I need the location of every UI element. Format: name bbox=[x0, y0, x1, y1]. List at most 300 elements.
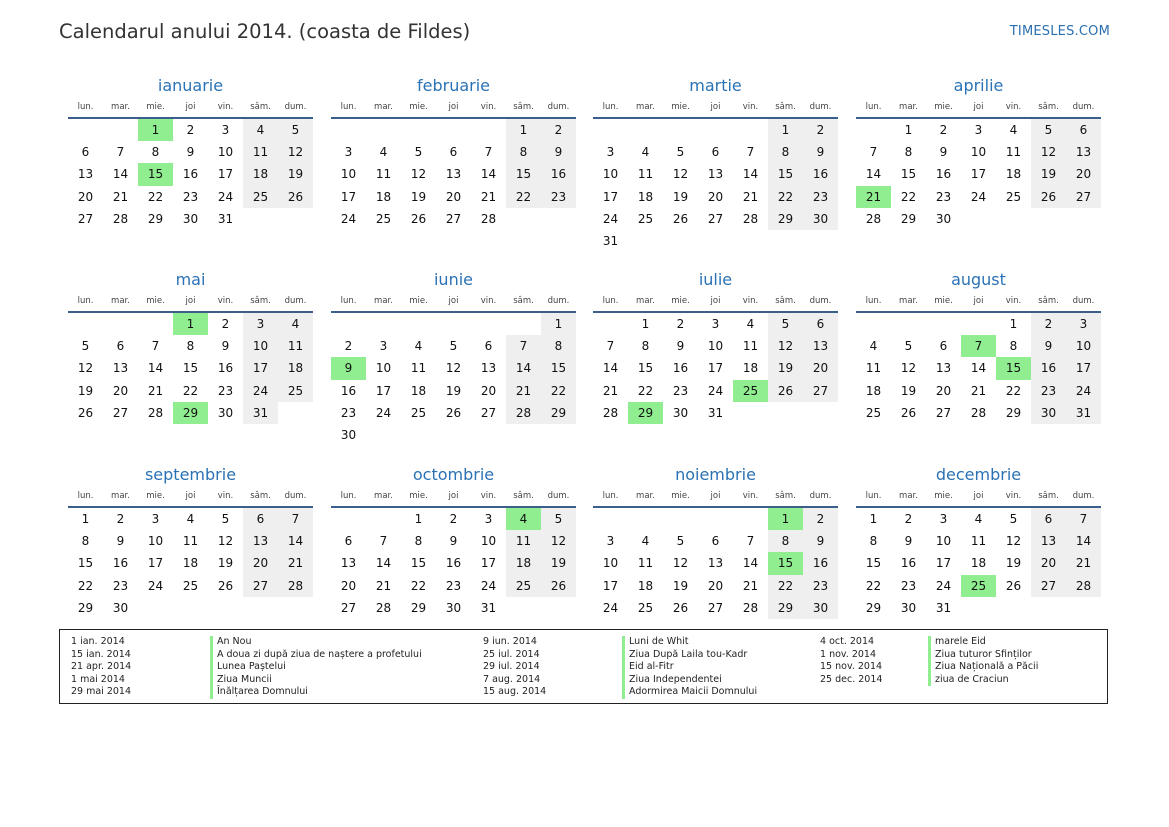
month-septembrie bbox=[68, 460, 313, 619]
weekday-label: vin. bbox=[217, 296, 234, 306]
weekday-label: joi bbox=[973, 491, 984, 501]
empty-cell bbox=[698, 119, 733, 141]
day-cell: 21 bbox=[742, 578, 759, 593]
weekday-label: lun. bbox=[340, 296, 357, 306]
legend-holiday-name: Ziua Națională a Păcii bbox=[928, 661, 1038, 674]
weekday-label: joi bbox=[710, 296, 721, 306]
day-cell: 28 bbox=[147, 405, 164, 420]
legend-date: 25 dec. 2014 bbox=[820, 673, 883, 685]
day-cell: 23 bbox=[541, 186, 576, 208]
day-cell: 28 bbox=[278, 575, 313, 597]
day-cell: 21 bbox=[278, 552, 313, 574]
day-cell: 18 bbox=[410, 383, 427, 398]
day-cell: 15 bbox=[506, 163, 541, 185]
weekday-label: dum. bbox=[809, 491, 832, 501]
month-ianuarie bbox=[68, 71, 313, 230]
day-cell: 28 bbox=[375, 600, 392, 615]
day-cell: 12 bbox=[217, 534, 234, 549]
day-cell: 13 bbox=[445, 167, 462, 182]
day-cell: 5 bbox=[1009, 512, 1018, 526]
day-cell: 18 bbox=[278, 357, 313, 379]
day-cell: 4 bbox=[1009, 123, 1018, 137]
day-cell: 3 bbox=[711, 317, 720, 331]
day-cell: 31 bbox=[217, 211, 234, 226]
weekday-label: mie. bbox=[671, 296, 690, 306]
empty-cell bbox=[138, 313, 173, 335]
weekday-label: mie. bbox=[934, 296, 953, 306]
day-cell: 9 bbox=[116, 534, 125, 549]
weekday-label: vin. bbox=[742, 102, 759, 112]
weekday-header bbox=[68, 293, 313, 313]
empty-cell bbox=[331, 508, 366, 530]
legend-holiday-name: Ziua Muncii bbox=[210, 674, 422, 687]
weekday-label: vin. bbox=[1005, 296, 1022, 306]
day-cell: 22 bbox=[506, 186, 541, 208]
day-cell: 15 bbox=[865, 556, 882, 571]
day-cell: 14 bbox=[147, 361, 164, 376]
day-cell: 11 bbox=[637, 167, 654, 182]
legend-date: 21 apr. 2014 bbox=[71, 661, 132, 673]
weekday-label: mar. bbox=[374, 102, 393, 112]
day-cell: 29 bbox=[768, 208, 803, 230]
day-cell: 28 bbox=[970, 405, 987, 420]
day-cell: 19 bbox=[900, 383, 917, 398]
day-cell: 29 bbox=[865, 600, 882, 615]
day-cell: 21 bbox=[1066, 552, 1101, 574]
day-cell: 8 bbox=[641, 339, 650, 354]
empty-cell bbox=[401, 313, 436, 335]
day-cell: 12 bbox=[1031, 141, 1066, 163]
day-cell: 7 bbox=[1066, 508, 1101, 530]
weekday-label: mie. bbox=[671, 102, 690, 112]
day-cell: 14 bbox=[480, 167, 497, 182]
weekday-label: sâm. bbox=[1038, 102, 1059, 112]
day-cell: 30 bbox=[182, 211, 199, 226]
day-cell: 7 bbox=[484, 145, 493, 160]
day-cell: 18 bbox=[637, 189, 654, 204]
day-cell: 14 bbox=[865, 167, 882, 182]
weekday-header bbox=[331, 488, 576, 508]
day-cell: 26 bbox=[445, 405, 462, 420]
day-cell: 11 bbox=[865, 361, 882, 376]
legend-holiday-name: Ziua tuturor Sfinților bbox=[928, 649, 1038, 662]
empty-cell bbox=[593, 119, 628, 141]
day-cell: 3 bbox=[974, 123, 983, 137]
day-cell: 10 bbox=[935, 534, 952, 549]
day-cell: 19 bbox=[77, 383, 94, 398]
day-cell: 27 bbox=[1031, 575, 1066, 597]
day-cell: 21 bbox=[147, 383, 164, 398]
day-cell: 26 bbox=[672, 600, 689, 615]
day-cell: 16 bbox=[541, 163, 576, 185]
weekday-label: joi bbox=[185, 491, 196, 501]
day-cell: 17 bbox=[707, 361, 724, 376]
day-cell: 5 bbox=[81, 339, 90, 354]
weekday-label: dum. bbox=[547, 296, 570, 306]
weekday-label: joi bbox=[973, 296, 984, 306]
day-cell: 25 bbox=[1005, 189, 1022, 204]
day-cell: 26 bbox=[278, 186, 313, 208]
day-cell: 22 bbox=[900, 189, 917, 204]
holiday-legend bbox=[59, 629, 1108, 704]
day-grid bbox=[68, 508, 313, 619]
day-cell: 10 bbox=[340, 167, 357, 182]
day-cell: 17 bbox=[935, 556, 952, 571]
legend-holiday-name: Luni de Whit bbox=[622, 636, 757, 649]
day-grid bbox=[68, 119, 313, 230]
day-cell: 30 bbox=[900, 600, 917, 615]
month-title: decembrie bbox=[935, 465, 1022, 484]
day-cell: 2 bbox=[1031, 313, 1066, 335]
weekday-label: sâm. bbox=[250, 491, 271, 501]
day-cell: 29 bbox=[410, 600, 427, 615]
day-cell: 13 bbox=[480, 361, 497, 376]
day-cell: 16 bbox=[1031, 357, 1066, 379]
day-cell: 21 bbox=[970, 383, 987, 398]
legend-dates bbox=[820, 636, 882, 686]
day-cell: 26 bbox=[900, 405, 917, 420]
day-cell: 25 bbox=[637, 211, 654, 226]
day-cell: 26 bbox=[77, 405, 94, 420]
weekday-header bbox=[593, 99, 838, 119]
day-cell: 17 bbox=[602, 578, 619, 593]
day-cell: 12 bbox=[278, 141, 313, 163]
day-cell: 16 bbox=[803, 552, 838, 574]
day-cell: 5 bbox=[221, 512, 230, 526]
weekday-header bbox=[593, 293, 838, 313]
day-cell: 21 bbox=[480, 189, 497, 204]
month-iulie bbox=[593, 265, 838, 424]
day-cell: 7 bbox=[151, 339, 160, 354]
holiday-day-cell: 15 bbox=[768, 552, 803, 574]
weekday-label: mie. bbox=[409, 491, 428, 501]
day-cell: 4 bbox=[379, 145, 388, 160]
weekday-label: vin. bbox=[480, 296, 497, 306]
weekday-label: lun. bbox=[865, 102, 882, 112]
day-cell: 8 bbox=[1009, 339, 1018, 354]
month-title: mai bbox=[175, 270, 206, 289]
day-cell: 6 bbox=[803, 313, 838, 335]
day-cell: 30 bbox=[112, 600, 129, 615]
day-cell: 13 bbox=[112, 361, 129, 376]
day-cell: 3 bbox=[151, 512, 160, 526]
weekday-label: joi bbox=[448, 102, 459, 112]
weekday-label: dum. bbox=[1072, 491, 1095, 501]
day-cell: 5 bbox=[904, 339, 913, 354]
day-cell: 23 bbox=[803, 186, 838, 208]
day-cell: 10 bbox=[243, 335, 278, 357]
weekday-label: dum. bbox=[284, 296, 307, 306]
weekday-label: mar. bbox=[899, 102, 918, 112]
day-cell: 22 bbox=[1005, 383, 1022, 398]
day-cell: 27 bbox=[707, 600, 724, 615]
weekday-label: joi bbox=[185, 102, 196, 112]
holiday-day-cell: 25 bbox=[961, 575, 996, 597]
weekday-label: vin. bbox=[480, 491, 497, 501]
day-cell: 2 bbox=[449, 512, 458, 526]
day-cell: 20 bbox=[77, 189, 94, 204]
holiday-day-cell: 25 bbox=[733, 380, 768, 402]
weekday-label: mar. bbox=[899, 296, 918, 306]
day-cell: 2 bbox=[939, 123, 948, 137]
day-cell: 19 bbox=[672, 189, 689, 204]
day-cell: 17 bbox=[243, 357, 278, 379]
month-title: februarie bbox=[416, 76, 491, 95]
day-cell: 24 bbox=[970, 189, 987, 204]
weekday-label: mie. bbox=[146, 296, 165, 306]
legend-date: 7 aug. 2014 bbox=[483, 673, 541, 685]
weekday-label: vin. bbox=[217, 102, 234, 112]
day-cell: 28 bbox=[506, 402, 541, 424]
empty-cell bbox=[856, 313, 891, 335]
weekday-label: mar. bbox=[111, 296, 130, 306]
day-cell: 27 bbox=[243, 575, 278, 597]
day-cell: 4 bbox=[641, 145, 650, 160]
day-cell: 12 bbox=[445, 361, 462, 376]
day-cell: 2 bbox=[221, 317, 230, 331]
day-cell: 18 bbox=[637, 578, 654, 593]
day-cell: 25 bbox=[182, 578, 199, 593]
day-cell: 22 bbox=[147, 189, 164, 204]
day-cell: 6 bbox=[711, 145, 720, 160]
empty-cell bbox=[103, 119, 138, 141]
day-cell: 27 bbox=[707, 211, 724, 226]
legend-holiday-name: Adormirea Maicii Domnului bbox=[622, 686, 757, 699]
day-cell: 5 bbox=[676, 145, 685, 160]
month-title: octombrie bbox=[412, 465, 495, 484]
day-cell: 31 bbox=[243, 402, 278, 424]
month-title: martie bbox=[689, 76, 742, 95]
day-cell: 28 bbox=[742, 211, 759, 226]
weekday-label: mar. bbox=[374, 491, 393, 501]
day-cell: 9 bbox=[803, 530, 838, 552]
empty-cell bbox=[628, 119, 663, 141]
day-cell: 23 bbox=[935, 189, 952, 204]
day-cell: 1 bbox=[1009, 317, 1018, 331]
weekday-label: lun. bbox=[77, 102, 94, 112]
day-cell: 17 bbox=[480, 556, 497, 571]
day-cell: 7 bbox=[116, 145, 125, 160]
site-link[interactable]: TIMESLES.COM bbox=[1009, 24, 1110, 39]
day-cell: 20 bbox=[935, 383, 952, 398]
day-cell: 16 bbox=[672, 361, 689, 376]
day-cell: 25 bbox=[410, 405, 427, 420]
legend-date: 1 mai 2014 bbox=[71, 673, 125, 685]
day-cell: 30 bbox=[1031, 402, 1066, 424]
weekday-label: joi bbox=[973, 102, 984, 112]
day-cell: 14 bbox=[970, 361, 987, 376]
day-cell: 21 bbox=[602, 383, 619, 398]
day-cell: 9 bbox=[904, 534, 913, 549]
day-cell: 20 bbox=[243, 552, 278, 574]
day-cell: 25 bbox=[637, 600, 654, 615]
weekday-label: sâm. bbox=[775, 296, 796, 306]
empty-cell bbox=[436, 119, 471, 141]
weekday-label: lun. bbox=[865, 491, 882, 501]
day-cell: 14 bbox=[742, 167, 759, 182]
weekday-label: mar. bbox=[899, 491, 918, 501]
day-cell: 20 bbox=[480, 383, 497, 398]
holiday-day-cell: 15 bbox=[996, 357, 1031, 379]
day-cell: 10 bbox=[375, 361, 392, 376]
day-cell: 6 bbox=[344, 534, 353, 549]
day-cell: 6 bbox=[1066, 119, 1101, 141]
day-cell: 24 bbox=[243, 380, 278, 402]
day-cell: 13 bbox=[1031, 530, 1066, 552]
day-cell: 8 bbox=[768, 141, 803, 163]
day-cell: 20 bbox=[803, 357, 838, 379]
month-noiembrie bbox=[593, 460, 838, 619]
day-cell: 14 bbox=[278, 530, 313, 552]
day-cell: 17 bbox=[602, 189, 619, 204]
day-cell: 4 bbox=[974, 512, 983, 526]
day-cell: 29 bbox=[768, 597, 803, 619]
day-cell: 11 bbox=[970, 534, 987, 549]
legend-date: 29 iul. 2014 bbox=[483, 661, 540, 673]
day-cell: 6 bbox=[1031, 508, 1066, 530]
day-grid bbox=[856, 119, 1101, 230]
day-cell: 8 bbox=[414, 534, 423, 549]
day-cell: 11 bbox=[278, 335, 313, 357]
day-cell: 16 bbox=[803, 163, 838, 185]
day-cell: 12 bbox=[1005, 534, 1022, 549]
weekday-header bbox=[856, 488, 1101, 508]
day-cell: 13 bbox=[1066, 141, 1101, 163]
day-cell: 17 bbox=[340, 189, 357, 204]
day-cell: 21 bbox=[112, 189, 129, 204]
day-cell: 20 bbox=[707, 189, 724, 204]
day-cell: 21 bbox=[742, 189, 759, 204]
day-cell: 13 bbox=[935, 361, 952, 376]
day-cell: 22 bbox=[541, 380, 576, 402]
day-cell: 29 bbox=[77, 600, 94, 615]
day-cell: 2 bbox=[541, 119, 576, 141]
day-cell: 1 bbox=[81, 512, 90, 526]
day-grid bbox=[593, 119, 838, 252]
day-cell: 26 bbox=[541, 575, 576, 597]
day-cell: 20 bbox=[707, 578, 724, 593]
day-cell: 7 bbox=[746, 145, 755, 160]
day-cell: 23 bbox=[340, 405, 357, 420]
day-cell: 18 bbox=[182, 556, 199, 571]
holiday-day-cell: 1 bbox=[768, 508, 803, 530]
day-cell: 11 bbox=[506, 530, 541, 552]
weekday-label: vin. bbox=[1005, 102, 1022, 112]
weekday-header bbox=[856, 99, 1101, 119]
day-cell: 6 bbox=[116, 339, 125, 354]
weekday-label: mie. bbox=[409, 102, 428, 112]
day-cell: 2 bbox=[186, 123, 195, 137]
day-cell: 15 bbox=[768, 163, 803, 185]
day-cell: 15 bbox=[637, 361, 654, 376]
day-cell: 22 bbox=[865, 578, 882, 593]
day-cell: 14 bbox=[742, 556, 759, 571]
day-cell: 10 bbox=[147, 534, 164, 549]
month-iunie bbox=[331, 265, 576, 446]
empty-cell bbox=[366, 313, 401, 335]
day-cell: 23 bbox=[445, 578, 462, 593]
legend-names bbox=[928, 636, 1038, 686]
day-cell: 28 bbox=[865, 211, 882, 226]
day-cell: 2 bbox=[803, 119, 838, 141]
day-cell: 16 bbox=[935, 167, 952, 182]
day-cell: 24 bbox=[217, 189, 234, 204]
empty-cell bbox=[366, 119, 401, 141]
day-cell: 31 bbox=[935, 600, 952, 615]
day-cell: 13 bbox=[77, 167, 94, 182]
day-cell: 1 bbox=[768, 119, 803, 141]
day-cell: 7 bbox=[506, 335, 541, 357]
day-cell: 30 bbox=[672, 405, 689, 420]
month-martie bbox=[593, 71, 838, 252]
day-cell: 25 bbox=[278, 380, 313, 402]
weekday-header bbox=[331, 293, 576, 313]
weekday-label: lun. bbox=[602, 296, 619, 306]
day-cell: 17 bbox=[970, 167, 987, 182]
day-cell: 5 bbox=[541, 508, 576, 530]
day-cell: 2 bbox=[116, 512, 125, 526]
day-cell: 2 bbox=[803, 508, 838, 530]
day-cell: 17 bbox=[1066, 357, 1101, 379]
legend-holiday-name: Ziua Independentei bbox=[622, 674, 757, 687]
day-cell: 1 bbox=[869, 512, 878, 526]
day-cell: 10 bbox=[602, 167, 619, 182]
day-cell: 9 bbox=[1031, 335, 1066, 357]
day-cell: 3 bbox=[221, 123, 230, 137]
holiday-day-cell: 1 bbox=[173, 313, 208, 335]
day-cell: 7 bbox=[278, 508, 313, 530]
day-cell: 5 bbox=[676, 534, 685, 549]
day-cell: 1 bbox=[414, 512, 423, 526]
day-cell: 28 bbox=[602, 405, 619, 420]
day-cell: 15 bbox=[410, 556, 427, 571]
day-grid bbox=[856, 313, 1101, 424]
weekday-label: mie. bbox=[146, 491, 165, 501]
day-cell: 16 bbox=[217, 361, 234, 376]
weekday-label: mie. bbox=[409, 296, 428, 306]
day-cell: 28 bbox=[112, 211, 129, 226]
day-cell: 30 bbox=[217, 405, 234, 420]
day-grid bbox=[593, 313, 838, 424]
day-cell: 31 bbox=[707, 405, 724, 420]
day-cell: 8 bbox=[81, 534, 90, 549]
weekday-label: mie. bbox=[934, 491, 953, 501]
day-cell: 24 bbox=[707, 383, 724, 398]
day-cell: 15 bbox=[900, 167, 917, 182]
page-title: Calendarul anului 2014. (coasta de Fildes) bbox=[59, 20, 471, 43]
day-cell: 3 bbox=[606, 145, 615, 160]
day-cell: 31 bbox=[1066, 402, 1101, 424]
empty-cell bbox=[698, 508, 733, 530]
month-aprilie bbox=[856, 71, 1101, 230]
day-cell: 21 bbox=[506, 380, 541, 402]
day-cell: 13 bbox=[340, 556, 357, 571]
legend-date: 4 oct. 2014 bbox=[820, 636, 875, 647]
day-cell: 6 bbox=[711, 534, 720, 549]
day-cell: 6 bbox=[243, 508, 278, 530]
weekday-label: lun. bbox=[77, 491, 94, 501]
day-cell: 1 bbox=[641, 317, 650, 331]
empty-cell bbox=[331, 119, 366, 141]
empty-cell bbox=[103, 313, 138, 335]
day-cell: 12 bbox=[410, 167, 427, 182]
day-cell: 3 bbox=[606, 534, 615, 549]
day-cell: 8 bbox=[869, 534, 878, 549]
legend-holiday-name: Ziua După Laila tou-Kadr bbox=[622, 649, 757, 662]
weekday-label: sâm. bbox=[513, 296, 534, 306]
day-cell: 30 bbox=[935, 211, 952, 226]
day-cell: 11 bbox=[243, 141, 278, 163]
